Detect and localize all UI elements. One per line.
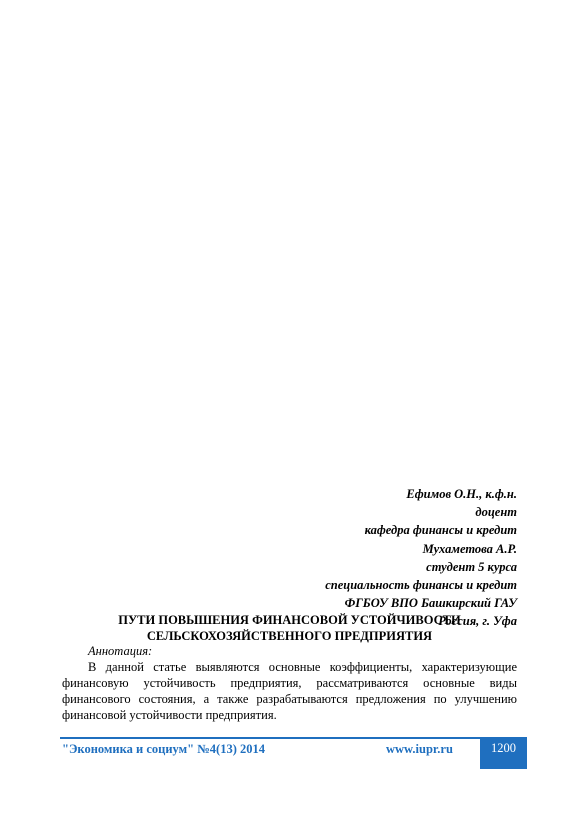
author-line-5: студент 5 курса: [426, 559, 517, 574]
footer-website-link[interactable]: www.iupr.ru: [386, 742, 453, 756]
author-block: [62, 485, 517, 631]
article-title: [62, 612, 517, 644]
author-line-6: специальность финансы и кредит: [325, 578, 517, 593]
article-title-line-2: СЕЛЬСКОХОЗЯЙСТВЕННОГО ПРЕДПРИЯТИЯ: [146, 629, 433, 643]
page-number-badge: 1200: [480, 737, 527, 769]
footer-divider: [60, 737, 480, 739]
author-line-1: Ефимов О.Н., к.ф.н.: [406, 487, 517, 501]
author-line-8: Россия, г. Уфа: [438, 614, 517, 629]
annotation-label: Аннотация:: [88, 644, 153, 658]
author-line-7: ФГБОУ ВПО Башкирский ГАУ: [344, 596, 517, 611]
author-line-4: Мухаметова А.Р.: [422, 541, 517, 556]
annotation-text: В данной статье выявляются основные коэффициенты, характеризующие финансовую устойчивость предприятия, рассматриваются основные виды финансового состояния, а также разрабатываются предложения по улучшению финансовой устойчивости предприятия.: [62, 660, 517, 722]
author-line-2: доцент: [475, 505, 517, 520]
article-title-line-1: ПУТИ ПОВЫШЕНИЯ ФИНАНСОВОЙ УСТОЙЧИВОСТИ: [118, 613, 461, 627]
footer-journal-title: "Экономика и социум" №4(13) 2014: [62, 742, 265, 756]
author-line-3: кафедра финансы и кредит: [364, 523, 517, 538]
